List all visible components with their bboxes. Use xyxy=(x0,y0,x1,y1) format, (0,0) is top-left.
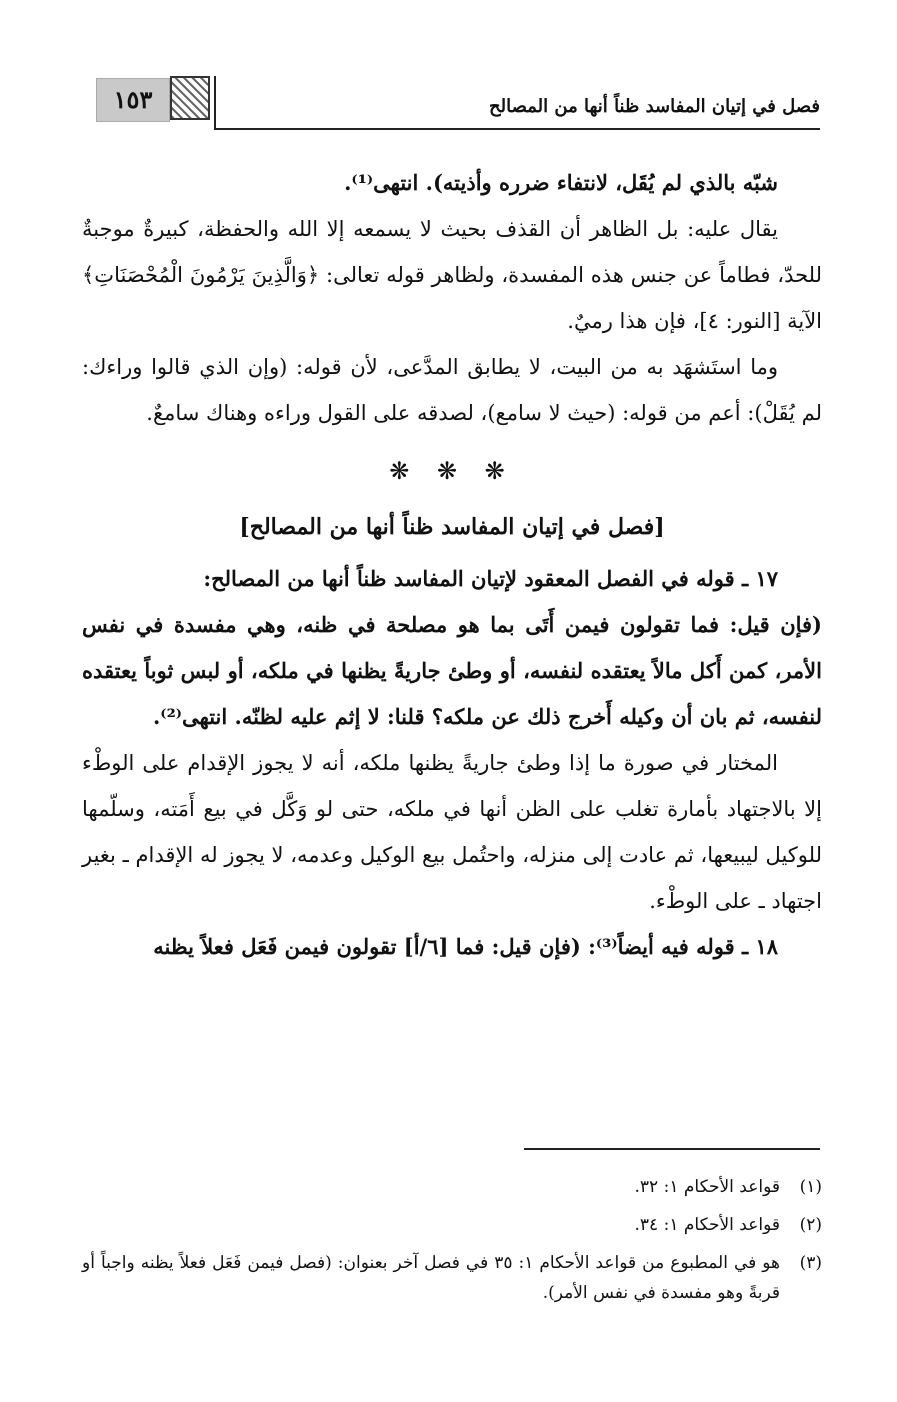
footnote-text: هو في المطبوع من قواعد الأحكام ١: ٣٥ في فصل آخر بعنوان: (فصل فيمن فَعَل فعلاً يظنه واجباً أو قربةً وهو مفسدة في نفس الأمر). xyxy=(82,1253,780,1303)
ornament-icon xyxy=(170,76,210,120)
section-heading: [فصل في إتيان المفاسد ظناً أنها من المصالح] xyxy=(239,514,665,540)
main-text xyxy=(82,160,822,970)
paragraph-4: ١٧ ـ قوله في الفصل المعقود لإتيان المفاسد ظناً أنها من المصالح: xyxy=(203,566,778,591)
header-separator xyxy=(214,76,216,130)
footnote-text: قواعد الأحكام ١: ٣٤. xyxy=(634,1215,780,1235)
footnote-number: (١) xyxy=(799,1177,822,1197)
header-rule xyxy=(214,128,820,130)
footnote-text: قواعد الأحكام ١: ٣٢. xyxy=(634,1177,780,1197)
paragraph-5: (فإن قيل: فما تقولون فيمن أَتَى بما هو مصلحة في ظنه، وهي مفسدة في نفس الأمر، كمن أَكل مالاً يعتقده لنفسه، أو وطئ جاريةً يظنها في ملكه، أو لبس ثوباً يعتقده لنفسه، ثم بان أن وكيله أَخرج ذلك عن ملكه؟ قلنا: لا إثم عليه لظنّه. انتهى⁽²⁾. xyxy=(82,612,822,729)
footnote-1 xyxy=(82,1172,822,1202)
paragraph-7: ١٨ ـ قوله فيه أيضاً⁽³⁾: (فإن قيل: فما [٦/أ] تقولون فيمن فَعَل فعلاً يظنه xyxy=(153,934,778,959)
footnote-rule xyxy=(524,1148,820,1150)
page-number: ١٥٣ xyxy=(96,78,170,122)
footnote-3 xyxy=(82,1248,822,1308)
section-divider-stars: ❋ ❋ ❋ xyxy=(389,457,515,485)
paragraph-2: يقال عليه: بل الظاهر أن القذف بحيث لا يسمعه إلا الله والحفظة، كبيرةٌ موجبةٌ للحدّ، فطاماً عن جنس هذه المفسدة، ولظاهر قوله تعالى: ﴿وَالَّذِينَ يَرْمُونَ الْمُحْصَنَاتِ﴾ الآية [النور: ٤]، فإن هذا رميٌ. xyxy=(82,217,822,333)
paragraph-6: المختار في صورة ما إذا وطئ جاريةً يظنها ملكه، أنه لا يجوز الإقدام على الوطْء إلا بالاجتهاد بأمارة تغلب على الظن أنها في ملكه، حتى لو وَكَّل في بيع أَمَته، وسلّمها للوكيل ليبيعها، ثم عادت إلى منزله، واحتُمل بيع الوكيل وعدمه، لا يجوز له الإقدام ـ بغير اجتهاد ـ على الوطْء. xyxy=(82,751,822,913)
paragraph-1: شبّه بالذي لم يُقَل، لانتفاء ضرره وأذيته). انتهى⁽¹⁾. xyxy=(344,170,778,195)
footnotes xyxy=(82,1172,822,1316)
page-header xyxy=(84,70,820,130)
running-title: فصل في إتيان المفاسد ظناً أنها من المصالح xyxy=(489,96,820,117)
footnote-number: (٢) xyxy=(799,1215,822,1235)
footnote-number: (٣) xyxy=(799,1253,822,1273)
footnote-2 xyxy=(82,1210,822,1240)
paragraph-3: وما استَشهَد به من البيت، لا يطابق المدَّعى، لأن قوله: (وإن الذي قالوا وراءك: لم يُقَلْ): أعم من قوله: (حيث لا سامع)، لصدقه على القول وراءه وهناك سامعٌ. xyxy=(82,355,822,425)
